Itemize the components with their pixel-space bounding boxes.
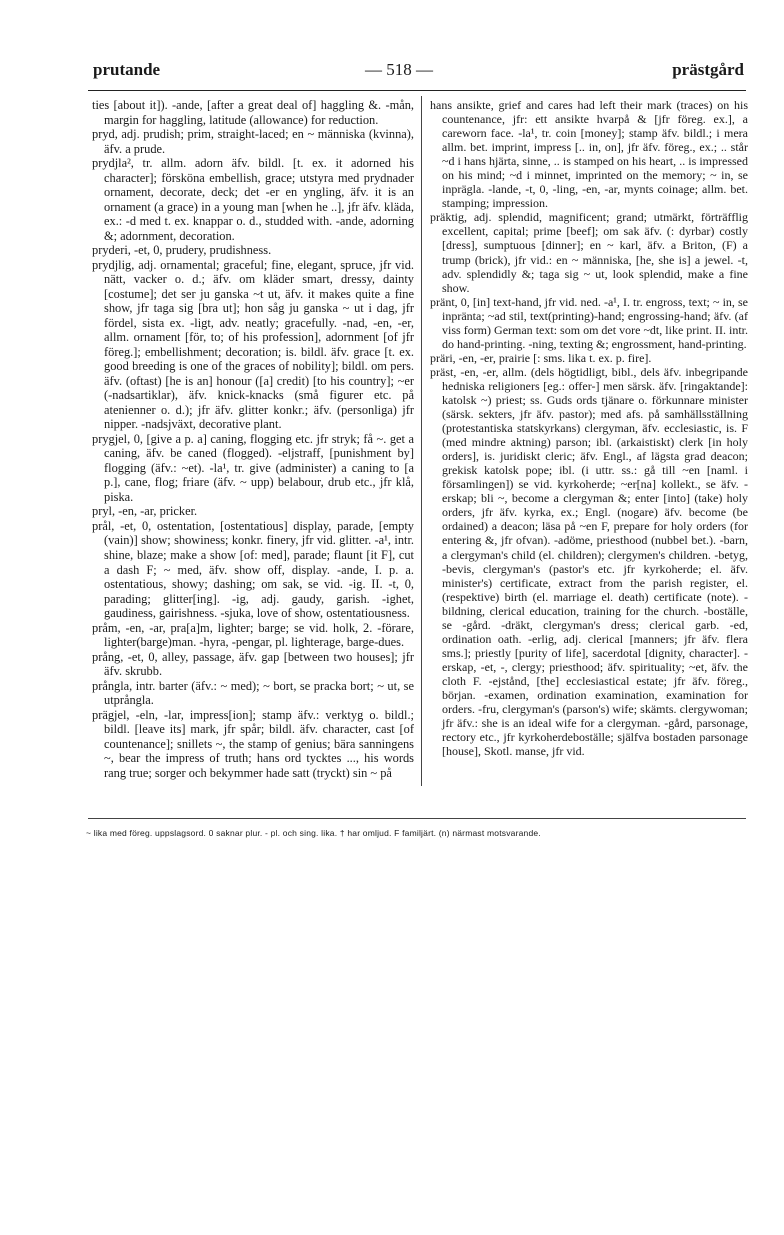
right-guide-word: prästgård bbox=[672, 60, 744, 79]
entry: präktig, adj. splendid, magnificent; grand; utmärkt, förträfflig excellent, capital; prime [beef]; om sak äfv. (: dyrbar) costly [dress], sumptuous [dinner]; en ~ karl, äfv. a Briton, (F) a trump (brick), jfr vid.: en ~ människa, [he, she is] a jewel. -t, adv. splendidly &; taga sig ~ ut, look splendid, make a fine show. bbox=[430, 210, 748, 295]
right-column bbox=[430, 98, 748, 785]
entry: präst, -en, -er, allm. (dels högtidligt, bibl., dels äfv. inbegripande hedniska religioners [eg.: offer-] men särsk. äfv. [ringaktande]: katolsk ~) priest; ss. Guds ords tjänare o. förkunnare minister (särsk. sekters, jfr äfv. pastor); med afs. på samhällsställning (protestantiska statskyrkans) clergyman, äfv. ecclesiastic, is. F (med mindre aktning) parson; ibl. (arkaistiskt) clerk [in holy orders], is. juridiskt cleric; äfv. Engl., af lägsta grad deacon; grekisk katolsk pope; ibl. (i uttr. ss.: gå till ~en [naml. i församlingen]) se vid. kyrkoherde; ~er[na] kollekt., se äfv. -erskap; bli ~, become a clergyman &; enter [into] (take) holy orders, jfr äfv. kyrka, ex.; Engl. (nogare) äfv. become (be ordained) a deacon; läsa på ~en F, prepare for holy orders (for entering &, jfr ofvan). -adöme, priesthood (nubbel bet.). -barn, a clergyman's child (el. children); clergymen's children. -betyg, -bevis, clergyman's (pastor's etc. jfr kyrkoherde; el. äfv. minister's) certificate, extract from the parish register, el. (respektive) birth (el. marriage el. death) certificate (note). -bildning, clerical education, training for the church. -boställe, se -gård. -dräkt, clergyman's dress; clerical garb. -ed, ordination oath. -erlig, adj. clerical [manners; jfr äfv. flera sms.]; priestly [purity of life], sacerdotal [dignity, character]. -erskap, -et, -, clergy; priesthood; äfv. spirituality; ~et, äfv. the cloth F. -ejstånd, [the] ecclesiastical estate; jfr äfv. föreg., början. -examen, ordination examination, examination for orders. -fru, clergyman's (parson's) wife; skämts. clergywoman; jfr äfv.: she is an ideal wife for a clergyman. -gård, parsonage, rectory etc., jfr kyrkoherdeboställe; själfva bostaden parsonage [house], Skotl. manse, jfr vid. bbox=[430, 364, 748, 759]
entry: prydjlig, adj. ornamental; graceful; fine, elegant, spruce, jfr vid. nätt, vacker o. d.; äfv. om kläder smart, dressy, dainty [costume]; det ser ju ganska ~t ut, äfv. it makes quite a fine show, jfr taga sig [bra ut]; hon såg ju ganska ~ ut i dag, jfr fördel, sista ex. -ligt, adv. neatly; gracefully. -nad, -en, -er, allm. ornament [för, to; of his profession], adornment [of jfr föreg.]; embellishment; decoration; is. bildl. äfv. grace [t. ex. good breeding is one of the graces of nobility]; bildl. om pers. äfv. (oftast) [he is an] honour ([a] credit) [to his country]; ~er (-nadsartiklar), äfv. knick-knacks (små figurer etc. på atenienner o. d.); jfr äfv. glitter konkr.; äfv. (personliga) jfr nipper. -nadsjväxt, decorative plant. bbox=[92, 257, 414, 432]
entry: prydjla², tr. allm. adorn äfv. bildl. [t. ex. it adorned his character]; försköna embellish, grace; utstyra med prydnader ornament, decorate, deck; det -er en yngling, äfv. it is an ornament (a grace) in a young man [when he ..], jfr äfv. kläda, ex.: -d med t. ex. knappar o. d., studded with. -ande, adorning &; adornment, decoration. bbox=[92, 156, 414, 243]
entry: pryderi, -et, 0, prudery, prudishness. bbox=[92, 243, 272, 258]
entry: pränt, 0, [in] text-hand, jfr vid. ned. -a¹, I. tr. engross, text; ~ in, se inpränta; ~ad stil, text(printing)-hand; engrossing-hand; äfv. (af viss form) German text: som om det vore ~dt, like print. II. intr. do hand-printing. -ning, texting &; engrossment, hand-printing. bbox=[430, 294, 748, 351]
entry: prål, -et, 0, ostentation, [ostentatious] display, parade, [empty (vain)] show; showiness; konkr. finery, jfr vid. glitter. -a¹, intr. shine, blaze; make a show [of: med], parade; flaunt [it F], cut a dash F; ~ med, äfv. show off, display. -ande, I. p. a. ostentatious, showy; dashing; om sak, se vid. -ig. II. -t, 0, parading; glitter[ing]. -ig, adj. gaudy, garish. -ighet, gaudiness, gairishness. -sjuka, love of show, ostentatiousness. bbox=[92, 518, 414, 621]
entry: prygjel, 0, [give a p. a] caning, flogging etc. jfr stryk; få ~. get a caning, äfv. be caned (flogged). -eljstraff, [punishment by] flogging (äfv.: ~et). -la¹, tr. give (administer) a caning to [a p.], cane, flog; friare (äfv. ~ upp) belabour, drub etc., jfr klå, piska. bbox=[92, 431, 414, 504]
entry: präri, -en, -er, prairie [: sms. lika t. ex. p. fire]. bbox=[430, 350, 652, 365]
entry: hans ansikte, grief and cares had left their mark (traces) on his countenance, jfr: ett ansikte hvarpå & [jfr föreg. ex.], a careworn face. -la¹, tr. coin [money]; stamp äfv. bildl.; i mera allm. bet. imprint, impress [.. in, on], jfr äfv. föreg., ex.; .. står ~d i hans hjärta, sinne, .. is stamped on his heart, .. is impressed on his mind; ~d i minnet, imprinted on the memory; ~ in, se inprägla. -lande, -t, 0, -ling, -en, -ar, mynts coinage; allm. bet. stamping; impression. bbox=[430, 98, 748, 211]
entry: prångla, intr. barter (äfv.: ~ med); ~ bort, se pracka bort; ~ ut, se utprångla. bbox=[92, 678, 414, 708]
left-column bbox=[92, 98, 414, 785]
page-number: — 518 — bbox=[365, 60, 433, 79]
entry: pråm, -en, -ar, pra[a]m, lighter; barge; se vid. holk, 2. -förare, lighter(barge)man. -hyra, -pengar, pl. lighterage, barge-dues. bbox=[92, 620, 414, 650]
entry: prägjel, -eln, -lar, impress[ion]; stamp äfv.: verktyg o. bildl.; bildl. [leave its] mark, jfr spår; bildl. äfv. character, cast [of countenance]; snillets ~, the stamp of genius; bära sanningens ~, bear the impress of truth; hans ord tycktes ..., his words rang true; sorger och bekymmer hade satt (tryckt) sin ~ på bbox=[92, 707, 414, 780]
entry: pryd, adj. prudish; prim, straight-laced; en ~ människa (kvinna), äfv. a prude. bbox=[92, 127, 414, 156]
abbreviation-key: ~ lika med föreg. uppslagsord. 0 saknar plur. - pl. och sing. lika. † har omljud. F familjärt. (n) närmast motsvarande. bbox=[86, 828, 541, 838]
footnote-rule bbox=[88, 818, 746, 819]
left-guide-word: prutande bbox=[93, 60, 161, 79]
column-separator bbox=[421, 96, 422, 786]
page-header bbox=[93, 60, 744, 88]
entry: pryl, -en, -ar, pricker. bbox=[92, 504, 198, 519]
entry: prång, -et, 0, alley, passage, äfv. gap [between two houses]; jfr äfv. skrubb. bbox=[92, 649, 414, 679]
header-rule bbox=[88, 90, 746, 91]
entry: ties [about it]). -ande, [after a great deal of] haggling &. -mån, margin for haggling, latitude (allowance) for reduction. bbox=[92, 98, 414, 127]
